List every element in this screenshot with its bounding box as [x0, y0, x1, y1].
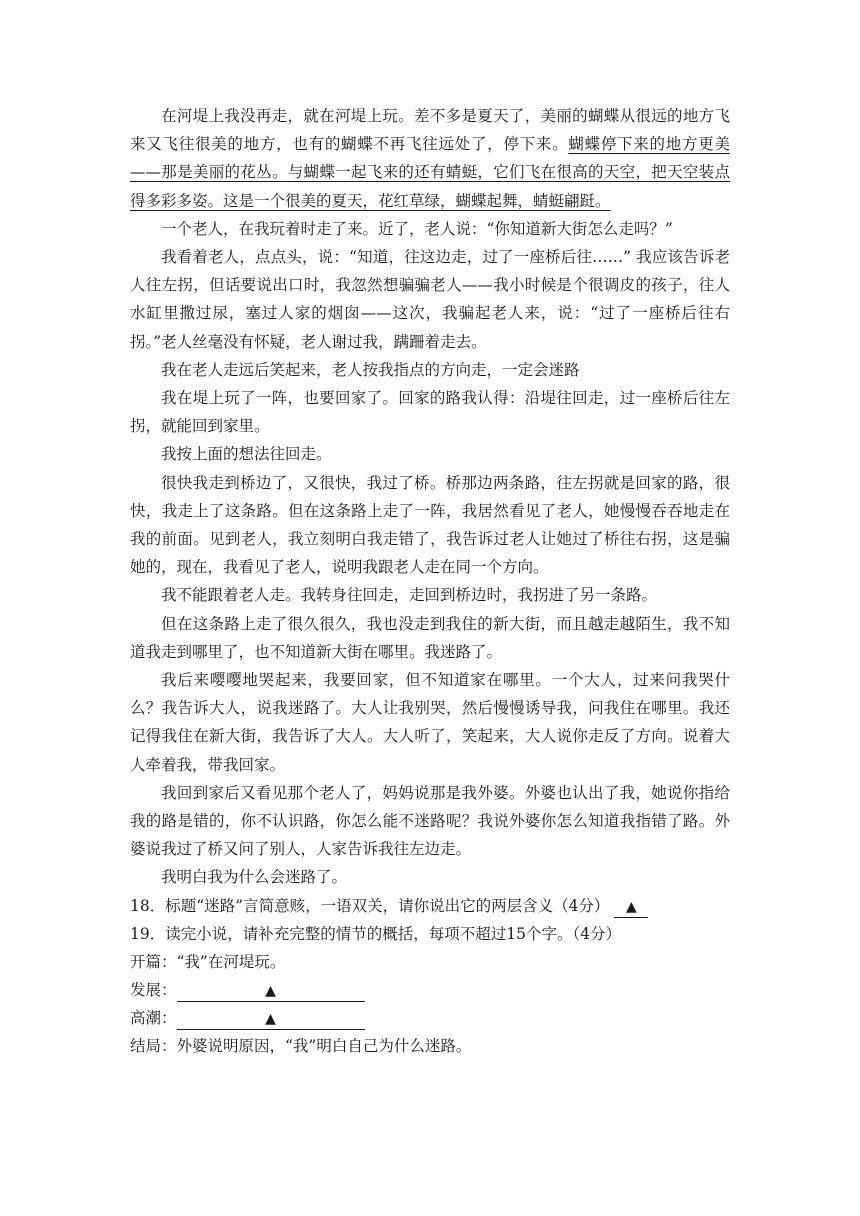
answer-mark: ▲ — [265, 982, 276, 999]
question-18 — [130, 892, 730, 920]
plot-development-label: 发展： — [130, 980, 177, 999]
answer-mark: ▲ — [625, 898, 637, 915]
story-paragraph-9: 但在这条路上走了很久很久，我也没走到我住的新大街，而且越走越陌生，我不知道我走到哪里了，也不知道新大街在哪里。我迷路了。 — [130, 614, 730, 661]
story-paragraph-8: 我不能跟着老人走。我转身往回走，走回到桥边时，我拐进了另一条路。 — [161, 586, 658, 605]
story-paragraph-5: 我在堤上玩了一阵，也要回家了。回家的路我认得：沿堤往回走，过一座桥后往左拐，就能回到家里。 — [130, 389, 730, 436]
story-paragraph-11: 我回到家后又看见那个老人了，妈妈说那是我外婆。外婆也认出了我，她说你指给我的路是错的，你不认识路，你怎么能不迷路呢？我说外婆你怎么知道我指错了路。外婆说我过了桥又问了别人，人家告诉我往左边走。 — [130, 783, 730, 859]
question-19: 19．读完小说，请补充完整的情节的概括，每项不超过15个字。（4分） — [130, 924, 622, 943]
story-paragraph-1-text: 在河堤上我没再走，就在河堤上玩。差不多是夏天了，美丽的蝴蝶从很远的地方飞来又飞往很美的地方，也有的蝴蝶不再飞往远处了，停下来。 — [130, 107, 730, 154]
plot-opening: 开篇：“我”在河堤玩。 — [130, 952, 286, 971]
question-18-text: 18．标题“迷路”言简意赅，一语双关，请你说出它的两层含义（4分） — [130, 896, 610, 915]
story-paragraph-2: 一个老人，在我玩着时走了来。近了，老人说：“你知道新大街怎么走吗？” — [161, 219, 673, 238]
story-paragraph-7: 很快我走到桥边了，又很快，我过了桥。桥那边两条路，往左拐就是回家的路，很快，我走上了这条路。但在这条路上走了一阵，我居然看见了老人，她慢慢吞吞地走在我的前面。见到老人，我立刻明白我走错了，我告诉过老人让她过了桥往右拐，这是骗她的，现在，我看见了老人，说明我跟老人走在同一个方向。 — [130, 473, 730, 577]
plot-ending: 结局：外婆说明原因，“我”明白自己为什么迷路。 — [130, 1036, 472, 1055]
story-paragraph-3: 我看着老人，点点头，说：“知道，往这边走，过了一座桥后往……” 我应该告诉老人往左拐，但话要说出口时，我忽然想骗骗老人——我小时候是个很调皮的孩子，往人水缸里撒过尿，塞过人家的烟囱——这次，我骗起老人来，说：“过了一座桥后往右拐。”老人丝毫没有怀疑，老人谢过我，蹒跚着走去。 — [130, 248, 730, 351]
story-paragraph-12: 我明白我为什么会迷路了。 — [161, 868, 348, 887]
plot-development — [130, 976, 730, 1004]
answer-blank-18[interactable] — [614, 896, 648, 918]
story-paragraph-4: 我在老人走远后笑起来，老人按我指点的方向走，一定会迷路 — [161, 360, 580, 379]
answer-blank-development[interactable] — [177, 980, 365, 1002]
story-paragraph-6: 我按上面的想法往回走。 — [161, 445, 332, 464]
story-paragraph-10: 我后来嘤嘤地哭起来，我要回家，但不知道家在哪里。一个大人，过来问我哭什么？我告诉大人，说我迷路了。大人让我别哭，然后慢慢诱导我，问我住在哪里。我还记得我住在新大街，我告诉了大人。大人听了，笑起来，大人说你走反了方向。说着大人牵着我，带我回家。 — [130, 671, 730, 774]
plot-climax-label: 高潮： — [130, 1008, 177, 1027]
story-paragraph-1 — [130, 102, 730, 215]
underlined-passage: 蝴蝶停下来的地方更美——那是美丽的花丛。与蝴蝶一起飞来的还有蜻蜓，它们飞在很高的天空，把天空装点得多彩多姿。这是一个很美的夏天，花红草绿，蝴蝶起舞，蜻蜓翩跹。 — [130, 135, 730, 210]
answer-mark: ▲ — [265, 1010, 276, 1027]
answer-blank-climax[interactable] — [177, 1008, 365, 1030]
exam-page — [130, 102, 730, 1060]
plot-climax — [130, 1004, 730, 1032]
